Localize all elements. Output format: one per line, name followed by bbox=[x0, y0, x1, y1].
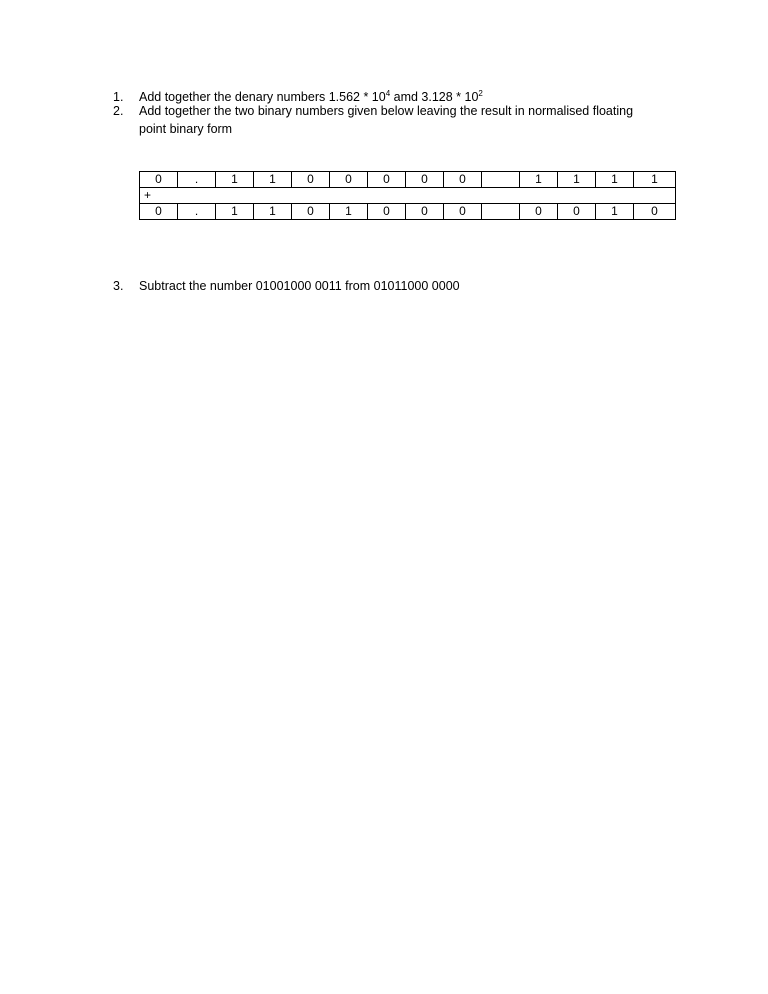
binary-cell: 0 bbox=[520, 204, 558, 220]
question-3-number: 3. bbox=[113, 279, 124, 293]
binary-operator-row bbox=[140, 188, 676, 204]
binary-cell: 1 bbox=[330, 204, 368, 220]
binary-cell: 0 bbox=[140, 204, 178, 220]
binary-cell: . bbox=[178, 204, 216, 220]
binary-cell: 1 bbox=[216, 204, 254, 220]
question-1-exponent-b: 2 bbox=[478, 88, 483, 98]
binary-cell: 0 bbox=[406, 172, 444, 188]
question-1-exponent-a: 4 bbox=[385, 88, 391, 98]
question-1-text-b: amd 3.128 * 10 bbox=[390, 90, 479, 104]
question-3-text: Subtract the number 01001000 0011 from 01011000 0000 bbox=[139, 279, 460, 293]
binary-cell: 1 bbox=[596, 204, 634, 220]
binary-cell: 0 bbox=[292, 172, 330, 188]
question-2-number: 2. bbox=[113, 104, 124, 118]
binary-cell: 1 bbox=[216, 172, 254, 188]
question-2-text-line1: Add together the two binary numbers given below leaving the result in normalised floating bbox=[139, 104, 634, 118]
binary-addition-table bbox=[139, 171, 676, 220]
binary-cell: 0 bbox=[634, 204, 676, 220]
binary-cell: 1 bbox=[634, 172, 676, 188]
question-2-text-line2: point binary form bbox=[139, 122, 233, 136]
binary-cell bbox=[482, 204, 520, 220]
question-1-number: 1. bbox=[113, 90, 124, 104]
binary-cell: 1 bbox=[254, 204, 292, 220]
binary-cell: 0 bbox=[140, 172, 178, 188]
binary-row-1 bbox=[140, 172, 676, 188]
binary-cell: 0 bbox=[368, 172, 406, 188]
binary-cell: 1 bbox=[254, 172, 292, 188]
binary-cell bbox=[482, 172, 520, 188]
binary-row-2 bbox=[140, 204, 676, 220]
binary-cell: 1 bbox=[558, 172, 596, 188]
binary-cell: 0 bbox=[292, 204, 330, 220]
binary-cell: 1 bbox=[520, 172, 558, 188]
binary-cell: 0 bbox=[558, 204, 596, 220]
binary-cell: 1 bbox=[596, 172, 634, 188]
binary-cell: 0 bbox=[368, 204, 406, 220]
binary-cell: 0 bbox=[444, 204, 482, 220]
question-1-text-a: Add together the denary numbers 1.562 * 10 bbox=[139, 90, 386, 104]
binary-cell: . bbox=[178, 172, 216, 188]
binary-cell: 0 bbox=[444, 172, 482, 188]
binary-cell: 0 bbox=[330, 172, 368, 188]
plus-sign: + bbox=[140, 188, 676, 204]
binary-cell: 0 bbox=[406, 204, 444, 220]
